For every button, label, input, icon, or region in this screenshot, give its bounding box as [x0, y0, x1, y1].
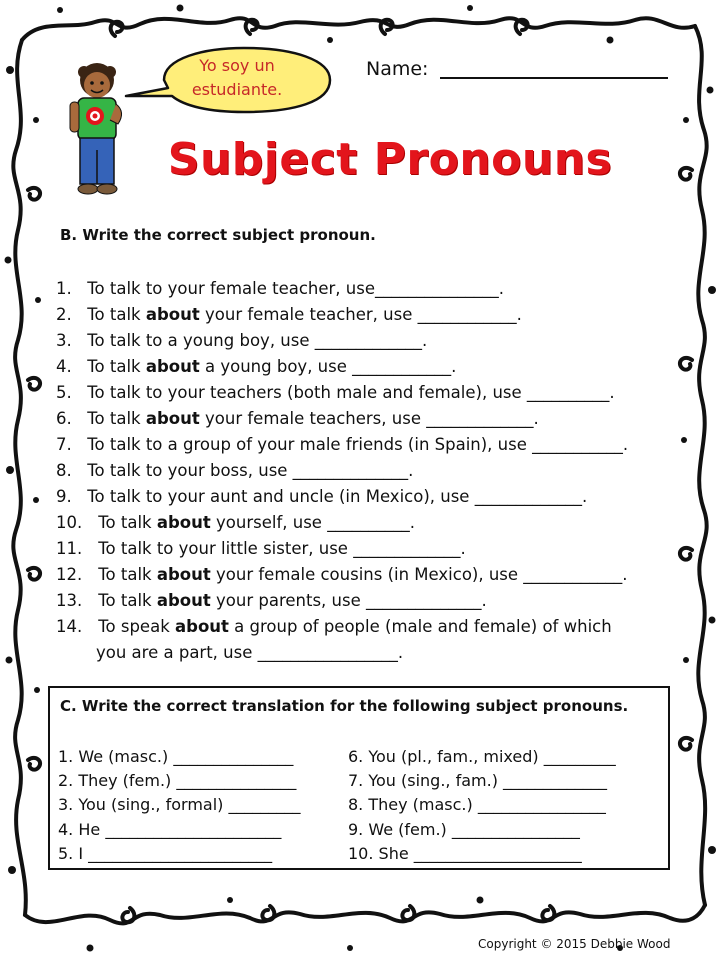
list-item: 7. You (sing., fam.) _____________ [348, 771, 608, 791]
list-item: 6. You (pl., fam., mixed) _________ [348, 747, 616, 766]
student-boy-illustration [62, 58, 132, 198]
list-item: 2. They (fem.) _______________ [58, 771, 297, 791]
list-item: 9. We (fem.) ________________ [348, 819, 580, 839]
list-item: 5. I _______________________ [58, 843, 273, 863]
list-item: 4. To talk about a young boy, use ____________. [56, 357, 457, 376]
section-c-left-column [58, 745, 338, 866]
list-item: 8. They (masc.) ________________ [348, 795, 606, 815]
list-item: 3. To talk to a young boy, use _____________. [56, 331, 428, 350]
section-c-title: C. Write the correct translation for the following subject pronouns. [60, 697, 629, 715]
list-item: 10. To talk about yourself, use __________. [56, 513, 415, 532]
list-item: 13. To talk about your parents, use ______________. [56, 591, 487, 610]
list-item: 14. To speak about a group of people (male and female) of which [56, 617, 612, 636]
speech-bubble-text: Yo soy un estudiante. [191, 56, 283, 99]
list-item: 9. To talk to your aunt and uncle (in Mexico), use _____________. [56, 487, 588, 506]
list-item: 3. You (sing., formal) _________ [58, 795, 301, 815]
copyright-notice: Copyright © 2015 Debbie Wood [478, 937, 671, 951]
list-item: 11. To talk to your little sister, use _____________. [56, 539, 466, 558]
list-item: 1. To talk to your female teacher, use_______________. [56, 279, 505, 298]
list-item: 4. He ______________________ [58, 819, 282, 839]
list-item: 5. To talk to your teachers (both male and female), use __________. [56, 383, 615, 402]
name-label: Name: [366, 58, 429, 80]
list-item: 12. To talk about your female cousins (in Mexico), use ____________. [56, 565, 628, 584]
list-item-continuation: you are a part, use _________________. [96, 643, 404, 662]
section-b-title: B. Write the correct subject pronoun. [60, 226, 376, 244]
name-blank-line[interactable] [440, 77, 668, 79]
section-b-list [56, 276, 676, 666]
list-item: 8. To talk to your boss, use ______________. [56, 461, 414, 480]
section-c-right-column [348, 745, 658, 866]
list-item: 6. To talk about your female teachers, use _____________. [56, 409, 539, 428]
page-title: Subject Pronouns [167, 134, 613, 185]
list-item: 7. To talk to a group of your male friends (in Spain), use ___________. [56, 435, 629, 454]
list-item: 2. To talk about your female teacher, use ____________. [56, 305, 522, 324]
list-item: 1. We (masc.) _______________ [58, 747, 294, 766]
list-item: 10. She _____________________ [348, 843, 582, 863]
